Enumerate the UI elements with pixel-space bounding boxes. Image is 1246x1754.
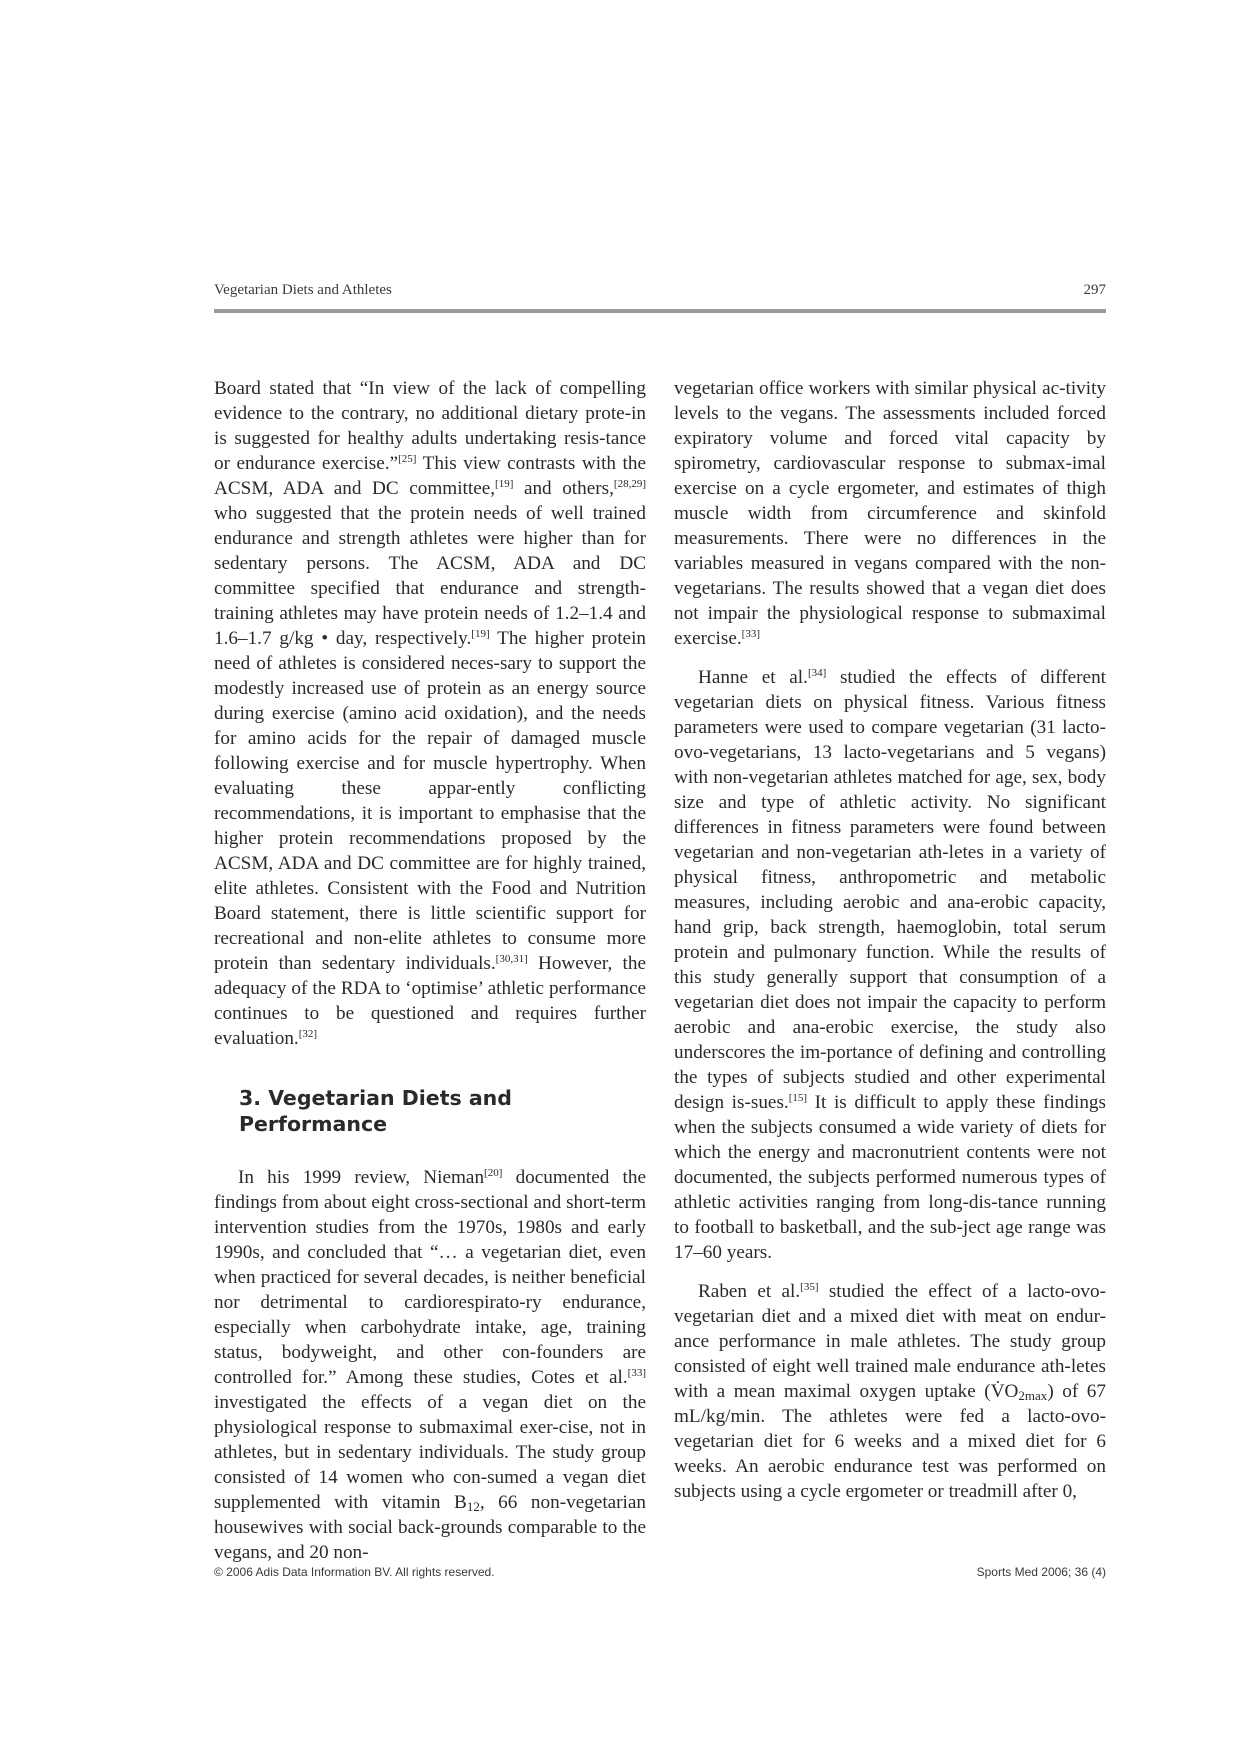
reference-citation: [30,31] [495,953,528,965]
reference-citation: [19] [495,478,514,490]
reference-citation: [34] [807,667,827,679]
subscript: 2max [1018,1388,1048,1403]
paragraph: Raben et al.[35] studied the effect of a lacto-ovo-vegetarian diet and a mixed diet with meat on endur-ance performance in male athletes. The study group consisted of eight well trained male endurance ath-letes with a mean maximal oxygen uptake $(V̇O_{2max})$ of 67 mL/kg/min. The athletes were fed a lacto-ovo-vegetarian diet for 6 weeks and a mixed diet for 6 weeks. An aerobic endurance test was performed on subjects using a cycle ergometer or treadmill after 0, [674,1281,1106,1502]
paragraph: vegetarian office workers with similar physical ac-tivity levels to the vegans. The assessments included forced expiratory volume and forced vital capacity by spirometry, cardiovascular response to submax-imal exercise on a cycle ergometer, and estimates of thigh muscle width from circumference and skinfold measurements. There were no differences in the variables measured in vegans compared with the non-vegetarians. The results showed that a vegan diet does not impair the physiological response to submaximal exercise.[33] [674,378,1106,649]
paragraph: Hanne et al.[34] studied the effects of different vegetarian diets on physical fitness. Various fitness parameters were used to compare vegetarian (31 lacto-ovo-vegetarians, 13 lacto-vegetarians and 5 vegans) with non-vegetarian athletes matched for age, sex, body size and type of athletic activity. No significant differences in fitness parameters were found between vegetarian and non-vegetarian ath-letes in a variety of physical fitness, anthropometric and metabolic measures, including aerobic and ana-erobic capacity, hand grip, back strength, haemoglobin, total serum protein and pulmonary function. While the results of this study generally support that consumption of a vegetarian diet does not impair the capacity to perform aerobic and ana-erobic exercise, the study also underscores the im-portance of defining and controlling the types of subjects studied and other experimental design is-sues.[15] It is difficult to apply these findings when the subjects consumed a wide variety of diets for which the energy and macronutrient contents were not documented, the subjects performed numerous types of athletic activities ranging from long-dis-tance running to football to basketball, and the sub-ject age range was 17–60 years. [674,667,1106,1263]
reference-citation: [28,29] [613,478,646,490]
reference-citation: [19] [471,628,490,640]
header-rule [214,309,1106,313]
reference-citation: [20] [484,1167,503,1179]
left-column [214,376,646,1565]
section-heading: 3. Vegetarian Diets and Performance [239,1086,512,1136]
subscript: 12 [466,1499,480,1514]
page-footer [214,1565,1106,1583]
paragraph: In his 1999 review, Nieman[20] documented the findings from about eight cross-sectional and short-term intervention studies from the 1970s, 1980s and early 1990s, and concluded that “… a vegetarian diet, even when practiced for several decades, is neither beneficial nor detrimental to cardiorespirato-ry endurance, especially when carbohydrate intake, age, training status, bodyweight, and other con-founders are controlled for.” Among these studies, Cotes et al.[33] investigated the effects of a vegan diet on the physiological response to submaximal exer-cise, not in athletes, but in sedentary individuals. The study group consisted of 14 women who con-sumed a vegan diet supplemented with vitamin $B_{12}$, 66 non-vegetarian housewives with social back-grounds comparable to the vegans, and 20 non- [214,1167,646,1563]
right-column [674,376,1106,1504]
reference-citation: [35] [800,1281,819,1293]
running-head [214,282,1106,304]
journal-citation: Sports Med 2006; 36 (4) [976,1565,1106,1579]
reference-citation: [33] [627,1367,646,1379]
reference-citation: [15] [788,1092,808,1104]
reference-citation: [25] [398,453,417,465]
copyright-notice: © 2006 Adis Data Information BV. All rights reserved. [214,1565,495,1579]
page-number: 297 [1083,282,1106,298]
reference-citation: [33] [741,628,760,640]
reference-citation: [32] [298,1028,318,1040]
paragraph: Board stated that “In view of the lack of compelling evidence to the contrary, no additional dietary prote-in is suggested for healthy adults undertaking resis-tance or endurance exercise.”[25] This view contrasts with the ACSM, ADA and DC committee,[19] and others,[28,29] who suggested that the protein needs of well trained endurance and strength athletes were higher than for sedentary persons. The ACSM, ADA and DC committee specified that endurance and strength-training athletes may have protein needs of 1.2–1.4 and 1.6–1.7 g/kg • day, respectively.[19] The higher protein need of athletes is considered neces-sary to support the modestly increased use of protein as an energy source during exercise (amino acid oxidation), and the needs for amino acids for the repair of damaged muscle following exercise and for muscle hypertrophy. When evaluating these appar-ently conflicting recommendations, it is important to emphasise that the higher protein recommendations proposed by the ACSM, ADA and DC committee are for highly trained, elite athletes. Consistent with the Food and Nutrition Board statement, there is little scientific support for recreational and non-elite athletes to consume more protein than sedentary individuals.[30,31] However, the adequacy of the RDA to ‘optimise’ athletic performance continues to be questioned and requires further evaluation.[32] [214,378,646,1049]
running-title: Vegetarian Diets and Athletes [214,282,392,298]
